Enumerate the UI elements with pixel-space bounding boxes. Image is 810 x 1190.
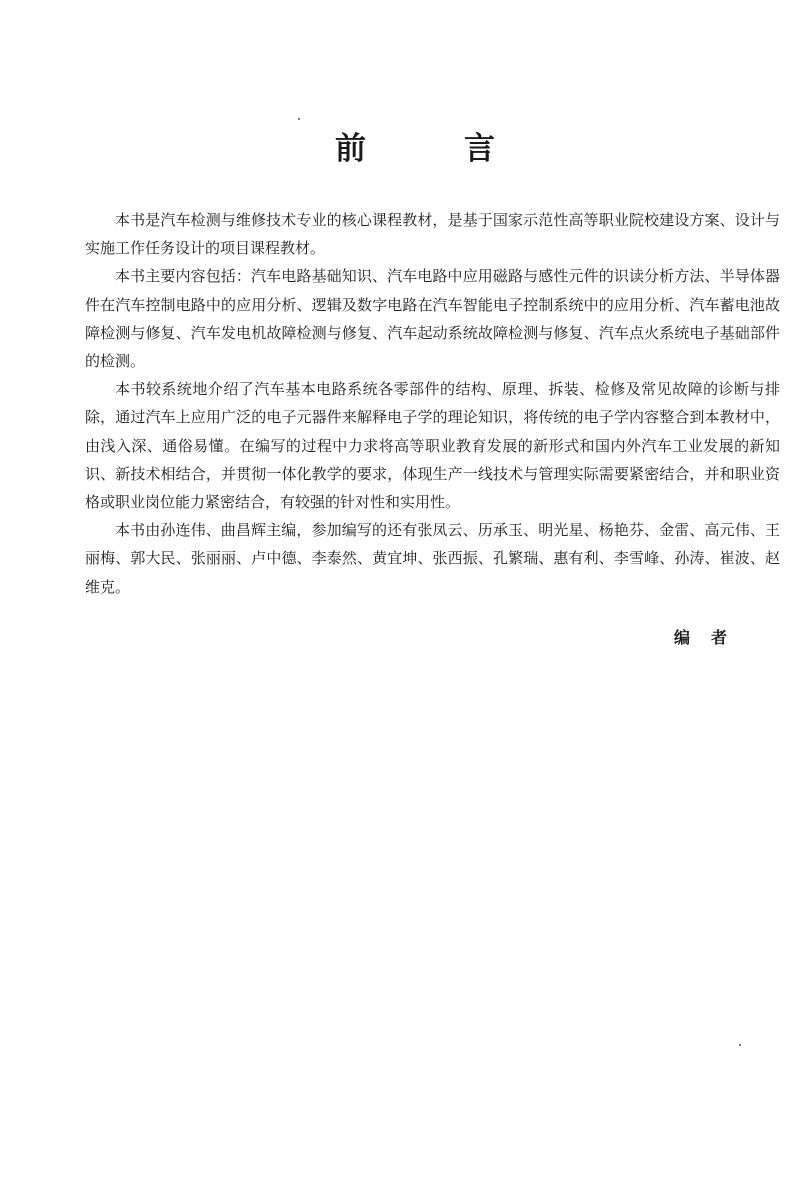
paragraph: 本书主要内容包括：汽车电路基础知识、汽车电路中应用磁路与感性元件的识读分析方法、半导体器件在汽车控制电路中的应用分析、逻辑及数字电路在汽车智能电子控制系统中的应用分析、汽车蓄电池故障检测与修复、汽车发电机故障检测与修复、汽车起动系统故障检测与修复、汽车点火系统电子基础部件的检测。 xyxy=(85,267,780,371)
paragraph: 本书较系统地介绍了汽车基本电路系统各零部件的结构、原理、拆装、检修及常见故障的诊断与排除，通过汽车上应用广泛的电子元器件来解释电子学的理论知识，将传统的电子学内容整合到本教材中，由浅入深、通俗易懂。在编写的过程中力求将高等职业教育发展的新形式和国内外汽车工业发展的新知识、新技术相结合，并贯彻一体化教学的要求，体现生产一线技术与管理实际需要紧密结合，并和职业资格或职业岗位能力紧密结合，有较强的针对性和实用性。 xyxy=(85,380,780,512)
paragraph: 本书是汽车检测与维修技术专业的核心课程教材，是基于国家示范性高等职业院校建设方案、设计与实施工作任务设计的项目课程教材。 xyxy=(85,211,780,258)
page-title: 前言 xyxy=(335,131,593,167)
scan-speck xyxy=(298,118,300,120)
scan-speck xyxy=(739,1044,741,1046)
preface-body xyxy=(85,206,780,601)
paragraph: 本书由孙连伟、曲昌辉主编，参加编写的还有张凤云、历承玉、明光星、杨艳芬、金雷、高元伟、王丽梅、郭大民、张丽丽、卢中德、李泰然、黄宜坤、张西振、孔繁瑞、惠有利、李雪峰、孙涛、崔波、赵维克。 xyxy=(85,521,780,596)
author-signature: 编者 xyxy=(673,628,748,647)
